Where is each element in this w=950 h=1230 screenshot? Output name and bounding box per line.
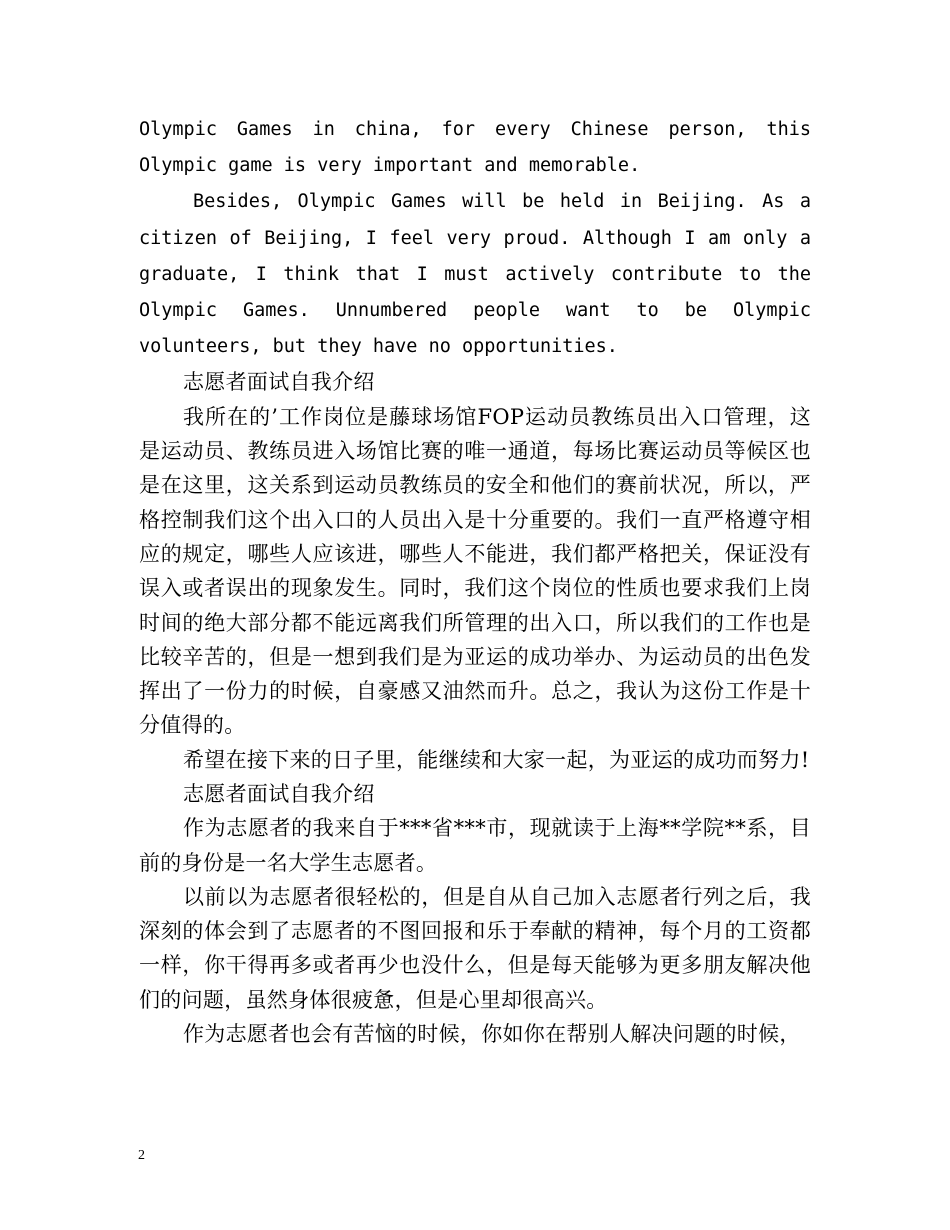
chinese-paragraph-4: 以前以为志愿者很轻松的，但是自从自己加入志愿者行列之后，我深刻的体会到了志愿者的不图回报和乐于奉献的精神，每个月的工资都一样，你干得再多或者再少也没什么，但是每天能够为更多朋友解决他们的问题，虽然身体很疲惫，但是心里却很高兴。 (139, 884, 811, 1012)
page-number: 2 (138, 1148, 145, 1163)
chinese-paragraph-5: 作为志愿者也会有苦恼的时候，你如你在帮别人解决问题的时候， (183, 1022, 801, 1047)
chinese-paragraph-1: 我所在的’工作岗位是藤球场馆FOP运动员教练员出入口管理，这是运动员、教练员进入场馆比赛的唯一通道，每场比赛运动员等候区也是在这里，这关系到运动员教练员的安全和他们的赛前状况，所以，严格控制我们这个出入口的人员出入是十分重要的。我们一直严格遵守相应的规定，哪些人应该进，哪些人不能进，我们都严格把关，保证没有误入或者误出的现象发生。同时，我们这个岗位的性质也要求我们上岗时间的绝大部分都不能远离我们所管理的出入口，所以我们的工作也是比较辛苦的，但是一想到我们是为亚运的成功举办、为运动员的出色发挥出了一份力的时候，自豪感又油然而升。总之，我认为这份工作是十分值得的。 (139, 404, 811, 738)
section-heading-1: 志愿者面试自我介绍 (183, 370, 375, 395)
english-paragraph-2: Besides, Olympic Games will be held in Beijing. As a citizen of Beijing, I feel very proud. Although I am only a graduate, I think that I must actively contribute to the Olympic Games. Unnumbered people want to be Olympic volunteers, but they have no opportunities. (139, 191, 811, 358)
body-text (139, 112, 811, 1051)
chinese-paragraph-3: 作为志愿者的我来自于***省***市，现就读于上海**学院**系，目前的身份是一名大学生志愿者。 (139, 816, 811, 875)
english-paragraph-1: Olympic Games in china, for every Chinese person, this Olympic game is very important and memorable. (139, 119, 811, 177)
chinese-paragraph-2: 希望在接下来的日子里，能继续和大家一起，为亚运的成功而努力! (183, 747, 810, 772)
section-heading-2: 志愿者面试自我介绍 (183, 781, 375, 806)
